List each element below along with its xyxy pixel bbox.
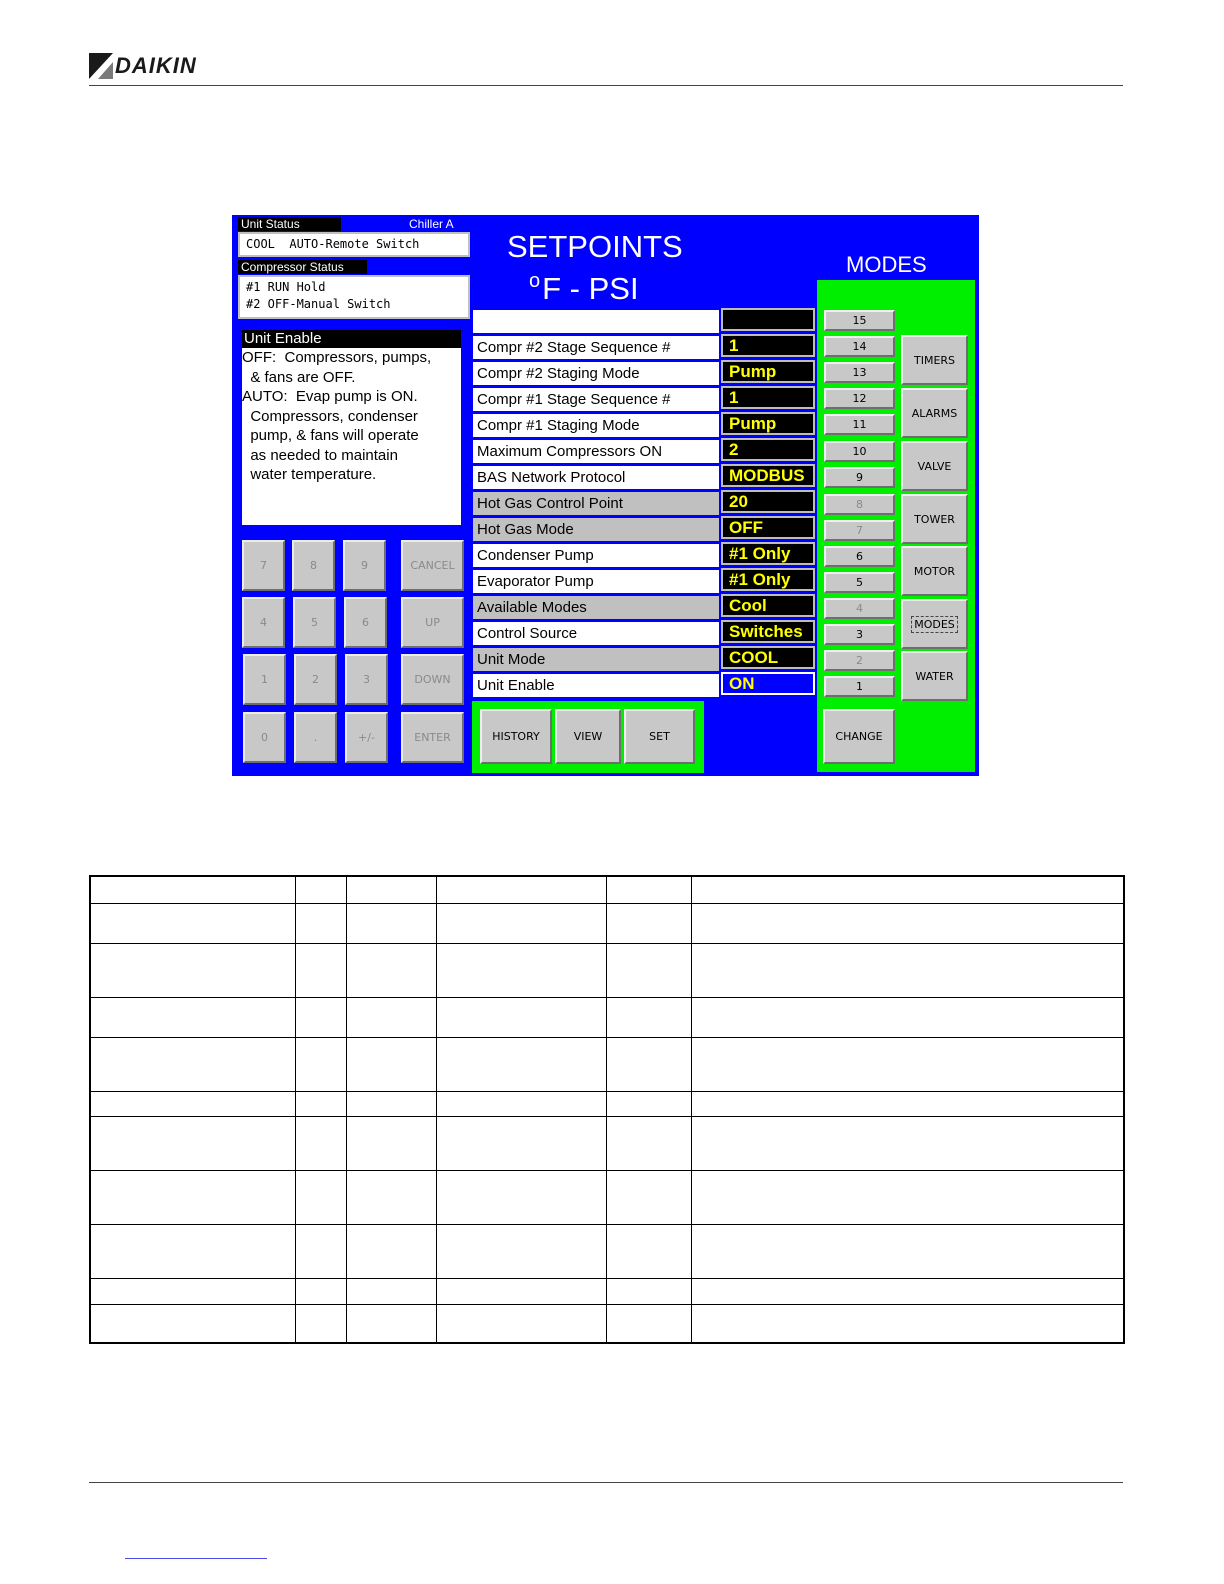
setpoint-number-button[interactable]: 3	[824, 624, 895, 645]
table-row	[90, 1037, 1124, 1091]
setpoint-table	[89, 875, 1125, 1344]
tower-button[interactable]: TOWER	[901, 494, 968, 544]
setpoint-value: Switches	[721, 620, 815, 643]
table-row	[90, 1224, 1124, 1278]
setpoint-value: 1	[721, 334, 815, 357]
setpoint-value: Pump	[721, 360, 815, 383]
keypad-2-button[interactable]: 2	[294, 654, 337, 705]
footer-link-underline[interactable]	[125, 1558, 267, 1559]
compressor-status-line: #2 OFF-Manual Switch	[246, 297, 391, 311]
alarms-button[interactable]: ALARMS	[901, 388, 968, 438]
info-title: Unit Enable	[242, 330, 461, 348]
table-row	[90, 1091, 1124, 1116]
valve-button[interactable]: VALVE	[901, 441, 968, 491]
table-row	[90, 903, 1124, 943]
keypad-8-button[interactable]: 8	[292, 540, 335, 591]
setpoint-value: Cool	[721, 594, 815, 617]
keypad-1-button[interactable]: 1	[243, 654, 286, 705]
setpoint-number-button[interactable]: 1	[824, 676, 895, 697]
table-row	[90, 1116, 1124, 1170]
set-button[interactable]: SET	[624, 709, 695, 764]
setpoint-number-button[interactable]: 9	[824, 467, 895, 488]
down-button[interactable]: DOWN	[401, 654, 464, 705]
setpoint-number-button[interactable]: 4	[824, 598, 895, 619]
setpoint-value: MODBUS	[721, 464, 815, 487]
setpoint-label[interactable]: Unit Mode	[473, 648, 719, 671]
table-row	[90, 1278, 1124, 1304]
setpoint-number-button[interactable]: 5	[824, 572, 895, 593]
daikin-logo	[89, 52, 197, 80]
setpoint-value	[721, 308, 815, 331]
setpoint-number-button[interactable]: 13	[824, 362, 895, 383]
setpoint-label[interactable]: Evaporator Pump	[473, 570, 719, 593]
setpoint-label[interactable]: Condenser Pump	[473, 544, 719, 567]
setpoint-value: Pump	[721, 412, 815, 435]
setpoint-number-button[interactable]: 14	[824, 336, 895, 357]
setpoint-value: 2	[721, 438, 815, 461]
setpoint-number-button[interactable]: 7	[824, 520, 895, 541]
timers-button[interactable]: TIMERS	[901, 335, 968, 385]
keypad-3-button[interactable]: 3	[345, 654, 388, 705]
setpoint-number-button[interactable]: 8	[824, 494, 895, 515]
setpoint-value: OFF	[721, 516, 815, 539]
compressor-status-box	[238, 275, 470, 319]
compressor-status-line: #1 RUN Hold	[246, 280, 326, 294]
table-row	[90, 997, 1124, 1037]
motor-button[interactable]: MOTOR	[901, 546, 968, 596]
daikin-logo-icon	[89, 53, 113, 79]
modes-button-label: MODES	[911, 616, 958, 633]
setpoint-value: #1 Only	[721, 542, 815, 565]
setpoint-number-button[interactable]: 2	[824, 650, 895, 671]
keypad-7-button[interactable]: 7	[242, 540, 285, 591]
setpoint-value: 20	[721, 490, 815, 513]
unit-status-label: Unit Status	[238, 217, 341, 231]
change-button[interactable]: CHANGE	[823, 709, 895, 764]
table-row	[90, 1304, 1124, 1343]
table-row	[90, 943, 1124, 997]
unit-status-box: COOL AUTO-Remote Switch	[238, 232, 470, 257]
setpoint-label[interactable]: Available Modes	[473, 596, 719, 619]
history-button[interactable]: HISTORY	[480, 709, 552, 764]
setpoint-label[interactable]: Maximum Compressors ON	[473, 440, 719, 463]
screen-title: SETPOINTS	[507, 229, 683, 264]
setpoint-value: 1	[721, 386, 815, 409]
setpoint-label[interactable]: Compr #2 Staging Mode	[473, 362, 719, 385]
degree-symbol: o	[529, 270, 541, 292]
water-button[interactable]: WATER	[901, 651, 968, 701]
table-row	[90, 1170, 1124, 1224]
keypad-9-button[interactable]: 9	[343, 540, 386, 591]
footer-divider	[89, 1482, 1123, 1483]
setpoint-value: #1 Only	[721, 568, 815, 591]
setpoint-label[interactable]: Compr #1 Stage Sequence #	[473, 388, 719, 411]
chiller-name: Chiller A	[409, 217, 454, 231]
screen-units	[529, 263, 639, 307]
cancel-button[interactable]: CANCEL	[401, 540, 464, 591]
setpoint-number-button[interactable]: 11	[824, 414, 895, 435]
setpoint-label-selected[interactable]: Unit Enable	[473, 674, 719, 697]
keypad-5-button[interactable]: 5	[293, 597, 336, 648]
modes-title: MODES	[846, 252, 927, 277]
keypad-0-button[interactable]: 0	[243, 712, 286, 763]
compressor-status-label: Compressor Status	[238, 260, 367, 274]
setpoint-number-button[interactable]: 10	[824, 441, 895, 462]
info-text: OFF: Compressors, pumps, & fans are OFF. AUTO: Evap pump is ON. Compressors, condenser pump, & fans will operate as needed to maintain water temperature.	[242, 348, 461, 525]
keypad-6-button[interactable]: 6	[344, 597, 387, 648]
setpoint-label[interactable]: BAS Network Protocol	[473, 466, 719, 489]
setpoint-number-button[interactable]: 15	[824, 310, 895, 331]
setpoint-value: COOL	[721, 646, 815, 669]
setpoint-label[interactable]: Compr #2 Stage Sequence #	[473, 336, 719, 359]
keypad-4-button[interactable]: 4	[242, 597, 285, 648]
setpoint-label[interactable]: Compr #1 Staging Mode	[473, 414, 719, 437]
setpoint-number-button[interactable]: 6	[824, 546, 895, 567]
enter-button[interactable]: ENTER	[401, 712, 464, 763]
setpoint-screen	[232, 215, 979, 776]
view-button[interactable]: VIEW	[555, 709, 621, 764]
header-divider	[89, 85, 1123, 86]
table-row	[90, 876, 1124, 903]
up-button[interactable]: UP	[401, 597, 464, 648]
modes-button[interactable]	[901, 599, 968, 649]
keypad-plus-minus-button[interactable]: +/-	[345, 712, 388, 763]
setpoint-value-selected: ON	[721, 672, 815, 695]
setpoint-label[interactable]	[473, 310, 719, 333]
setpoint-number-button[interactable]: 12	[824, 388, 895, 409]
brand-name: DAIKIN	[115, 53, 197, 78]
units-text: F - PSI	[542, 271, 639, 306]
setpoint-label[interactable]: Hot Gas Mode	[473, 518, 719, 541]
setpoint-label[interactable]: Hot Gas Control Point	[473, 492, 719, 515]
keypad-decimal-button[interactable]: .	[294, 712, 337, 763]
setpoint-label[interactable]: Control Source	[473, 622, 719, 645]
